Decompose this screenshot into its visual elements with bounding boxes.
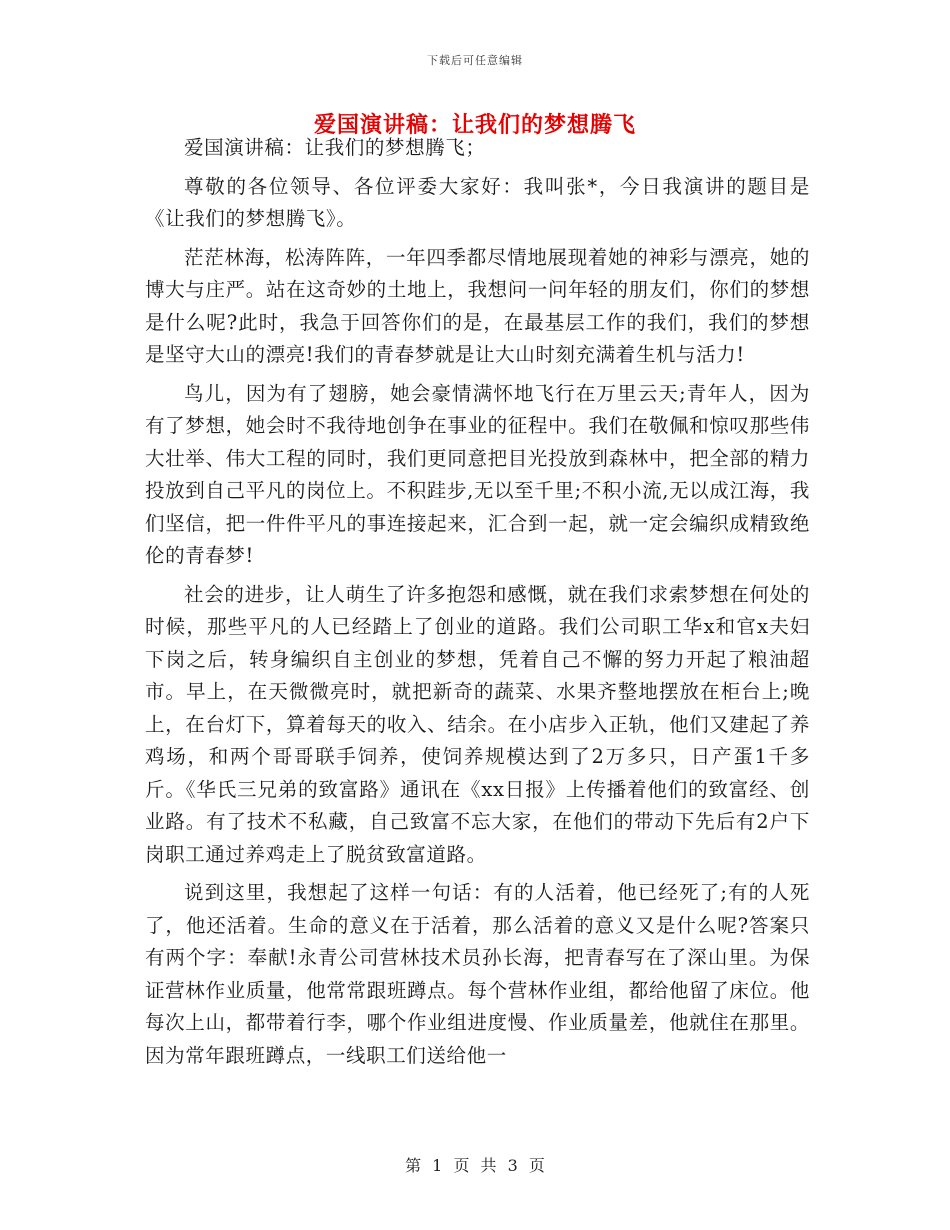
document-body bbox=[145, 132, 810, 1078]
paragraph: 鸟儿，因为有了翅膀，她会豪情满怀地飞行在万里云天;青年人，因为有了梦想，她会时不我待地创争在事业的征程中。我们在敬佩和惊叹那些伟大壮举、伟大工程的同时，我们更同意把目光投放到森林中，把全部的精力投放到自己平凡的岗位上。不积跬步,无以至千里;不积小流,无以成江海，我们坚信，把一件件平凡的事连接起来，汇合到一起，就一定会编织成精致绝伦的青春梦! bbox=[145, 381, 810, 567]
header-note: 下载后可任意编辑 bbox=[427, 54, 523, 67]
paragraph: 茫茫林海，松涛阵阵，一年四季都尽情地展现着她的神彩与漂亮，她的博大与庄严。站在这奇妙的土地上，我想问一问年轻的朋友们，你们的梦想是什么呢?此时，我急于回答你们的是，在最基层工作的我们，我们的梦想是坚守大山的漂亮!我们的青春梦就是让大山时刻充满着生机与活力! bbox=[145, 245, 810, 366]
document-title: 爱国演讲稿：让我们的梦想腾飞 bbox=[313, 112, 636, 138]
paragraph: 爱国演讲稿：让我们的梦想腾飞； bbox=[184, 136, 486, 159]
page-number: 第 1 页 共 3 页 bbox=[405, 1156, 545, 1175]
paragraph: 社会的进步，让人萌生了许多抱怨和感慨，就在我们求索梦想在何处的时候，那些平凡的人已经踏上了创业的道路。我们公司职工华x和官x夫妇下岗之后，转身编织自主创业的梦想，凭着自己不懈的努力开起了粮油超市。早上，在天微微亮时，就把新奇的蔬菜、水果齐整地摆放在柜台上;晚上，在台灯下，算着每天的收入、结余。在小店步入正轨，他们又建起了养鸡场，和两个哥哥联手饲养，使饲养规模达到了2万多只，日产蛋1千多斤。《华氏三兄弟的致富路》通讯在《xx日报》上传播着他们的致富经、创业路。有了技术不私藏，自己致富不忘大家，在他们的带动下先后有2户下岗职工通过养鸡走上了脱贫致富道路。 bbox=[145, 582, 810, 866]
paragraph: 说到这里，我想起了这样一句话：有的人活着，他已经死了;有的人死了，他还活着。生命的意义在于活着，那么活着的意义又是什么呢?答案只有两个字：奉献!永青公司营林技术员孙长海，把青春写在了深山里。为保证营林作业质量，他常常跟班蹲点。每个营林作业组，都给他留了床位。他每次上山，都带着行李，哪个作业组进度慢、作业质量差，他就住在那里。因为常年跟班蹲点，一线职工们送给他一 bbox=[145, 881, 810, 1067]
paragraph: 尊敬的各位领导、各位评委大家好：我叫张*，今日我演讲的题目是《让我们的梦想腾飞》。 bbox=[145, 174, 810, 230]
